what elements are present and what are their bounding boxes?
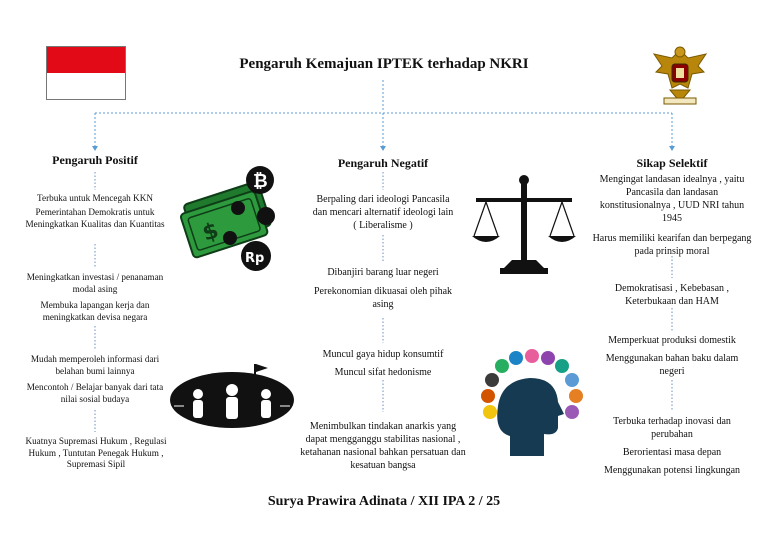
indonesia-flag (46, 46, 126, 100)
selektif-item-8: Menggunakan potensi lingkungan (603, 465, 741, 476)
selektif-heading: Sikap Selektif (636, 156, 708, 170)
negatif-heading: Pengaruh Negatif (337, 156, 429, 170)
selektif-item-3: Demokratisasi , Kebebasan , Keterbukaan dan HAM (614, 283, 730, 307)
selektif-item-4: Memperkuat produksi domestik (608, 335, 736, 346)
positif-item-5: Mudah memperoleh informasi dari belahan bumi lainnya (30, 354, 160, 376)
positif-item-6: Mencontoh / Belajar banyak dari tata nilai sosial budaya (26, 382, 164, 404)
positif-item-1: Terbuka untuk Mencegah KKN (37, 193, 153, 203)
crowd-icon (168, 360, 296, 432)
negatif-item-3: Perekonomian dikuasai oleh pihak asing (313, 286, 453, 310)
positif-heading: Pengaruh Positif (52, 153, 138, 167)
negatif-item-1: Berpaling dari ideologi Pancasila dan mencari alternatif ideologi lain ( Liberalisme ) (312, 194, 454, 231)
page-title: Pengaruh Kemajuan IPTEK terhadap NKRI (239, 56, 529, 72)
balance-scale-icon (470, 172, 578, 278)
garuda-emblem (652, 44, 708, 106)
author-footer: Surya Prawira Adinata / XII IPA 2 / 25 (267, 494, 501, 509)
selektif-item-7: Berorientasi masa depan (622, 447, 722, 458)
arrow-right (669, 146, 675, 151)
svg-text:Rp: Rp (245, 251, 265, 266)
arrow-center (380, 146, 386, 151)
positif-item-4: Membuka lapangan kerja dan meningkatkan devisa negara (40, 300, 150, 322)
negatif-item-2: Dibanjiri barang luar negeri (327, 267, 439, 278)
selektif-item-2: Harus memiliki kearifan dan berpegang pada prinsip moral (592, 233, 752, 257)
selektif-item-5: Menggunakan bahan baku dalam negeri (605, 353, 739, 377)
svg-text:$: $ (199, 218, 222, 247)
selektif-item-6: Terbuka terhadap inovasi dan perubahan (613, 416, 731, 440)
positif-item-7: Kuatnya Supremasi Hukum , Regulasi Hukum , Tuntutan Penegak Hukum , Supremasi Sipil (25, 436, 167, 469)
negatif-item-4: Muncul gaya hidup konsumtif (322, 349, 444, 360)
head-social-icon (480, 346, 584, 458)
negatif-item-5: Muncul sifat hedonisme (334, 367, 432, 378)
positif-item-2: Pemerintahan Demokratis untuk Meningkatkan Kualitas dan Kuantitas (25, 207, 165, 229)
svg-text:₿: ₿ (253, 171, 268, 192)
selektif-item-1: Mengingat landasan idealnya , yaitu Pancasila dan landasan konstitusionalnya , UUD NRI tahun 1945 (599, 174, 745, 224)
negatif-item-6: Menimbulkan tindakan anarkis yang dapat mengganggu stabilitas nasional , ketahanan nasional bahkan persatuan dan kesatuan bangsa (300, 421, 466, 471)
arrow-left (92, 146, 98, 151)
money-icon (178, 160, 288, 278)
positif-item-3: Meningkatkan investasi / penanaman modal asing (26, 272, 164, 294)
